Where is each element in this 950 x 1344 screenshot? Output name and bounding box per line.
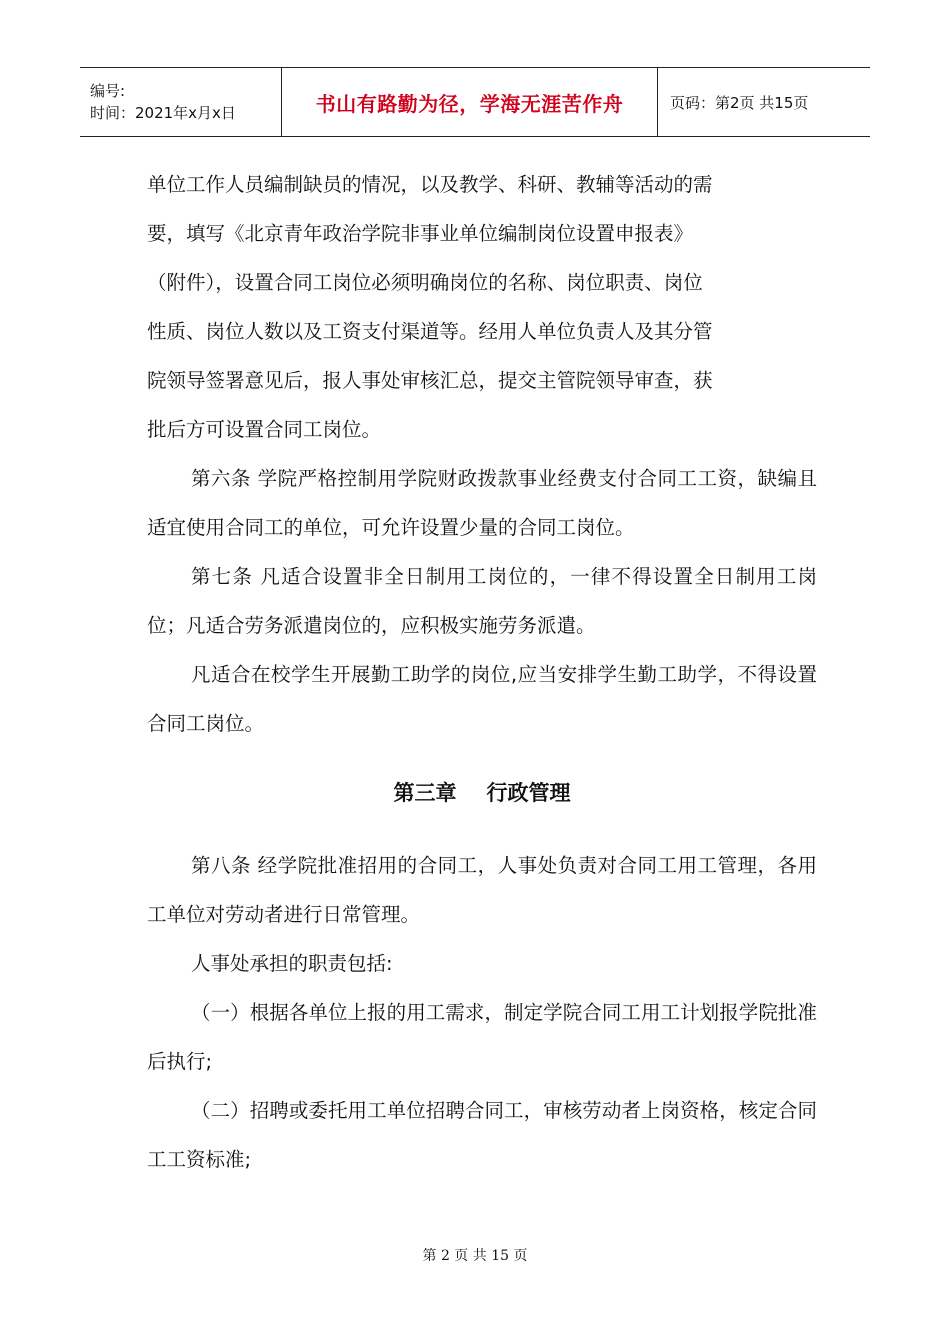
header-motto-cell <box>282 68 658 136</box>
article-7: 第七条 凡适合设置非全日制用工岗位的，一律不得设置全日制用工岗位；凡适合劳务派遣岗位的，应积极实施劳务派遣。 <box>147 565 817 637</box>
article-8: 第八条 经学院批准招用的合同工，人事处负责对合同工用工管理，各用工单位对劳动者进行日常管理。 <box>147 854 817 926</box>
document-body <box>147 160 817 1184</box>
duty-item-2: （二）招聘或委托用工单位招聘合同工，审核劳动者上岗资格，核定合同工工资标准; <box>147 1099 817 1171</box>
paragraph-line: 单位工作人员编制缺员的情况，以及教学、科研、教辅等活动的需 <box>147 173 713 196</box>
chapter-title: 行政管理 <box>486 781 571 805</box>
paragraph-line: （附件），设置合同工岗位必须明确岗位的名称、岗位职责、岗位 <box>147 271 703 294</box>
article-6: 第六条 学院严格控制用学院财政拨款事业经费支付合同工工资，缺编且适宜使用合同工的单位，可允许设置少量的合同工岗位。 <box>147 467 817 539</box>
page-footer: 第 2 页 共 15 页 <box>422 1248 528 1264</box>
time-label: 时间：2021年x月x日 <box>90 104 236 122</box>
header-meta <box>80 68 282 136</box>
duty-item-1: （一）根据各单位上报的用工需求，制定学院合同工用工计划报学院批准后执行; <box>147 1001 817 1073</box>
paragraph-line: 要，填写《北京青年政治学院非事业单位编制岗位设置申报表》 <box>147 222 694 245</box>
paragraph-line: 院领导签署意见后，报人事处审核汇总，提交主管院领导审查，获 <box>147 369 713 392</box>
motto: 书山有路勤为径，学海无涯苦作舟 <box>315 91 624 116</box>
document-header <box>80 67 870 137</box>
paragraph-line: 性质、岗位人数以及工资支付渠道等。经用人单位负责人及其分管 <box>147 320 713 343</box>
duties-intro: 人事处承担的职责包括: <box>191 952 393 975</box>
work-study-paragraph: 凡适合在校学生开展勤工助学的岗位,应当安排学生勤工助学，不得设置合同工岗位。 <box>147 663 817 735</box>
paragraph-line: 批后方可设置合同工岗位。 <box>147 418 382 441</box>
chapter-heading <box>147 773 817 813</box>
chapter-number: 第三章 <box>393 781 457 805</box>
page-info: 页码：第2页 共15页 <box>670 93 809 112</box>
header-page-info <box>658 68 870 136</box>
number-label: 编号: <box>90 82 126 100</box>
